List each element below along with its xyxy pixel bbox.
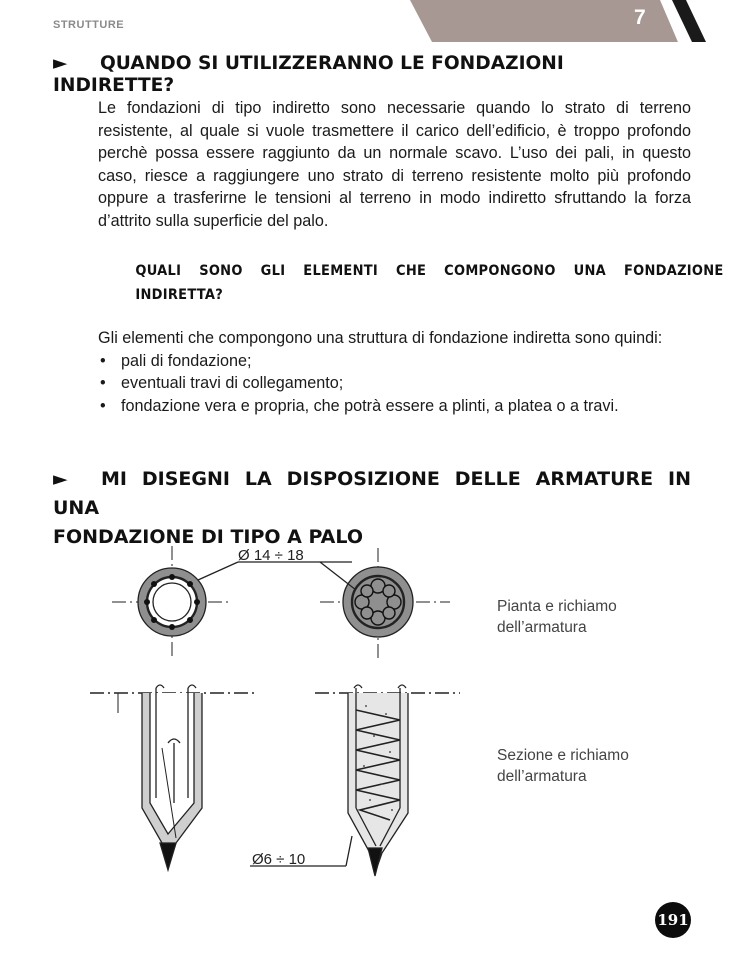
bullet-icon: • [100, 351, 106, 370]
caption-section-line2: dell’armatura [497, 768, 587, 785]
list-item-text: eventuali travi di collegamento; [121, 374, 344, 392]
caption-plan [497, 596, 617, 638]
pile-section-hollow [118, 685, 202, 870]
caption-section-line1: Sezione e richiamo [497, 747, 629, 764]
question-title-3-text: MI DISEGNI LA DISPOSIZIONE DELLE ARMATURE IN UNA [53, 468, 691, 519]
pile-section-solid [348, 685, 408, 876]
question-title-1: QUANDO SI UTILIZZERANNO LE FONDAZIONI INDIRETTE? [53, 52, 564, 96]
list-item-text: fondazione vera e propria, che potrà essere a plinti, a platea o a travi. [121, 396, 619, 415]
list-item [98, 395, 691, 418]
answer-intro-2: Gli elementi che compongono una struttura di fondazione indiretta sono quindi: [98, 329, 663, 347]
question-heading-1 [53, 52, 691, 96]
diameter-label-top: Ø 14 ÷ 18 [238, 547, 304, 564]
chapter-number: 7 [634, 6, 646, 29]
triangle-marker-icon: ► [53, 468, 68, 490]
pile-plan-hollow [138, 568, 206, 636]
pile-plan-solid [343, 567, 413, 637]
bullet-icon: • [100, 374, 106, 392]
list-item [98, 350, 691, 373]
list-item [98, 372, 691, 395]
section-label: STRUTTURE [53, 19, 125, 31]
page-number-badge: 191 [655, 902, 691, 938]
triangle-marker-icon: ► [53, 52, 68, 74]
question-title-3-line1 [53, 465, 691, 523]
diameter-label-bottom: Ø6 ÷ 10 [252, 851, 306, 868]
answer-block-2 [98, 327, 691, 417]
element-list [98, 350, 691, 418]
answer-paragraph-1: Le fondazioni di tipo indiretto sono necessarie quando lo strato di terreno resistente, al quale si vuole trasmettere il carico dell’edificio, è troppo profondo perchè possa essere raggiunto da un normale scavo. L’uso dei pali, in questo caso, riesce a raggiungere uno strato di terreno resistente molto più profondo oppure a trasferirne le tensioni al terreno in modo indiretto sfruttando la forza d’attrito sulla superficie del palo. [98, 99, 691, 230]
list-item-text: pali di fondazione; [121, 351, 252, 370]
subquestion-heading: QUALI SONO GLI ELEMENTI CHE COMPONGONO UNA FONDAZIONE INDIRETTA? [135, 263, 724, 303]
question-title-3-line2: FONDAZIONE DI TIPO A PALO [53, 526, 363, 548]
bullet-icon: • [100, 396, 106, 415]
chapter-tab [410, 0, 744, 42]
caption-section [497, 745, 629, 787]
chapter-tab-shape [410, 0, 744, 42]
pile-reinforcement-drawing [90, 538, 490, 878]
caption-plan-line2: dell’armatura [497, 619, 587, 636]
caption-plan-line1: Pianta e richiamo [497, 598, 617, 615]
